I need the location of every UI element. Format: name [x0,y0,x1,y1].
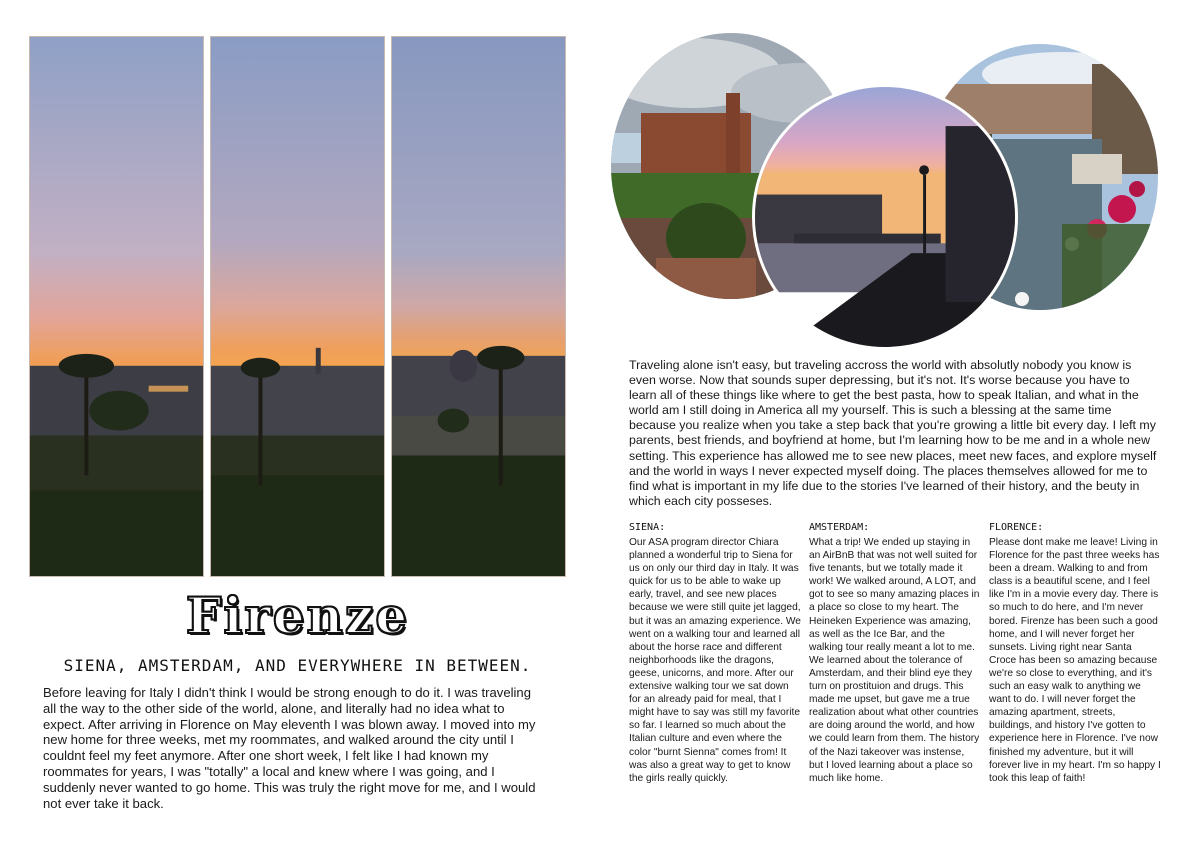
sunset-photo-panel-center [210,36,385,577]
florence-river-photo-circle [752,84,1018,350]
column-body-florence: Please dont make me leave! Living in Florence for the past three weeks has been a dream. Walking to and from class is a beautiful scene, and I feel like I'm in a movie every day. There is so much to do here, and I'm never bored. Firenze has been such a good home, and I will never forget her sunsets. Living right near Santa Croce has been so amazing because we're so close to everything, and it's such an easy walk to anything we want to do. I will never forget the amazing apartment, streets, buildings, and history I've gotten to experience here in Florence. I've now finished my adventure, but it will forever live in my heart. I'm so happy I took this leap of faith! [989,537,1161,784]
sunset-photo-panel-right [391,36,566,577]
sunset-photo-panel-left [29,36,204,577]
column-body-amsterdam: What a trip! We ended up staying in an AirBnB that was not well suited for five tenants, but we totally made it work! We walked around, A LOT, and got to see so many amazing places in a place so close to my heart. The Heineken Experience was amazing, as well as the Ice Bar, and the walking tour really meant a lot to me. We learned about the tolerance of Amsterdam, and their blind eye they turn on prostituion and drugs. This made me upset, but gave me a true realization about what other countries are doing around the world, and how we could learn from them. The history of the Nazi takeover was instense, but I loved learning about a place so much like home. [809,537,980,784]
column-heading-amsterdam: AMSTERDAM: [809,522,870,533]
column-amsterdam [809,522,981,785]
column-florence [989,522,1161,785]
page-subtitle: SIENA, AMSTERDAM, AND EVERYWHERE IN BETWEEN. [63,656,532,675]
florence-sunset-photo [30,37,203,576]
column-body-siena: Our ASA program director Chiara planned a wonderful trip to Siena for us on only our third day in Italy. It was quick for us to be able to wake up early, travel, and see new places because we were still quite jet lagged, but it was an amazing experience. We went on a walking tour and learned all about the horse race and different neighborhoods like the dragons, geese, unicorns, and more. After our extensive walking tour we sat down for an already paid for meal, that I might have to say was still my favorite so far. I learned so much about the Italian culture and even where the color "burnt Sienna" comes from! It was also a great way to get to know the girls really quickly. [629,537,801,784]
column-siena [629,522,801,785]
duomo-sunset-photo [392,37,565,576]
column-heading-florence: FLORENCE: [989,522,1044,533]
intro-paragraph: Before leaving for Italy I didn't think I would be strong enough to do it. I was traveling all the way to the other side of the world, alone, and literally had no idea what to expect. After arriving in Florence on May eleventh I was blown away. I moved into my new home for three weeks, met my roommates, and walked around the city until I couldnt feel my feet anymore. After one short week, I felt like I had known my roommates for years, I was "totally" a local and knew where I was going, and I suddenly never wanted to go home. This was truly the right move for me, and I would not ever take it back. [43,685,536,811]
florence-skyline-photo [211,37,384,576]
arno-river-photo [755,87,1015,347]
essay-paragraph: Traveling alone isn't easy, but traveling accross the world with absolutly nobody you know is even worse. Now that sounds super depressing, but it's not. It's worse because you have to learn all of these things like where to get the best pasta, how to speak Italian, and what in the world am I still doing in America all my yourself. This is such a blessing at the same time because you realize when you take a step back that you're growing a little bit every day. I left my parents, best friends, and boyfriend at home, but I'm learning how to be me and in a whole new setting. This experience has allowed me to see new places, meet new faces, and explore myself and the world in ways I never expected myself doing. The places themselves allowed for me to find what is important in my life due to the stories I've learned of their history, and the beuty in which each city posseses. [629,358,1157,508]
column-heading-siena: SIENA: [629,522,666,533]
page-title: Firenze [185,586,410,645]
